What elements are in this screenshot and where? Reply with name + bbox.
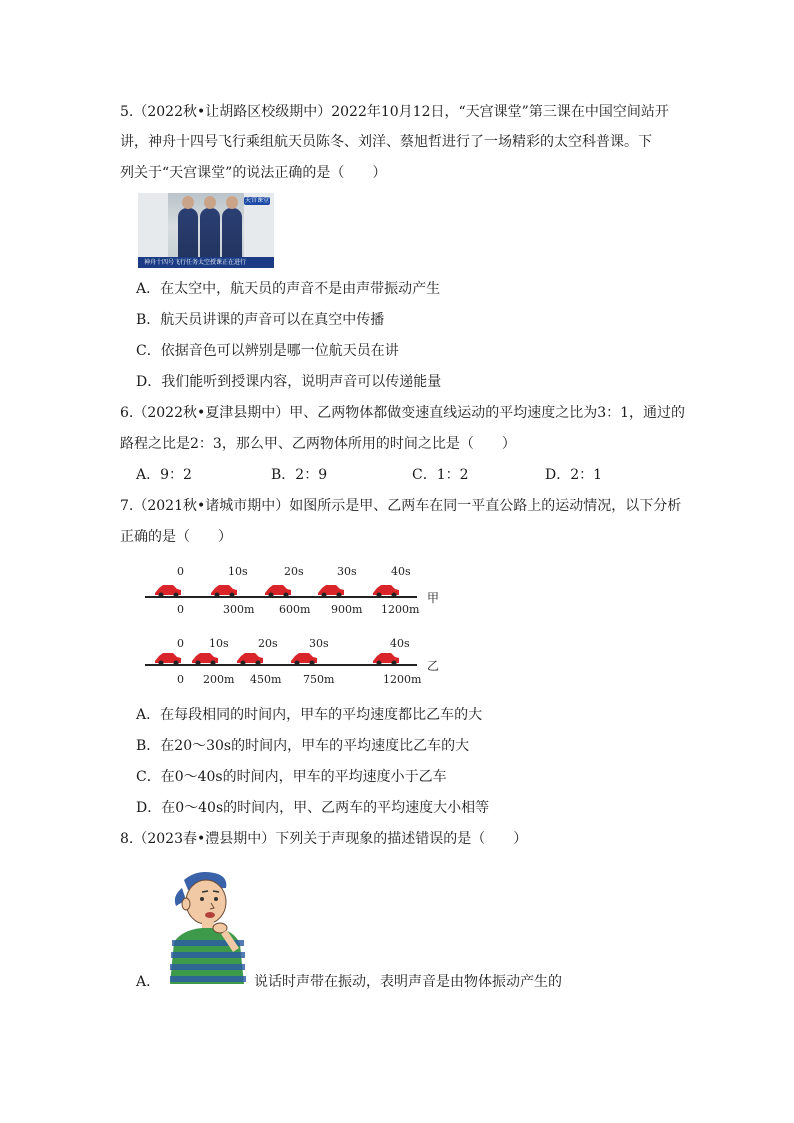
photo-caption: 神舟十四号飞行任务太空授课正在进行 (138, 257, 274, 268)
car-a-label: 甲 (427, 591, 440, 605)
car-a-0 (155, 585, 181, 598)
distance-label-a-2: 600m (279, 603, 311, 616)
distance-label-a-4: 1200m (381, 603, 420, 616)
q8-text-line1: 8.（2023春•澧县期中）下列关于声现象的描述错误的是（ ） (120, 831, 528, 847)
car-b-3 (291, 653, 317, 666)
distance-label-a-1: 300m (223, 603, 255, 616)
row-a-cars (155, 585, 399, 598)
q8-option-a-text: 说话时声带在振动，表明声音是由物体振动产生的 (254, 974, 562, 990)
q6-option-b: B．2：9 (271, 467, 328, 483)
car-a-2 (265, 585, 291, 598)
time-label-b-4: 40s (390, 637, 410, 650)
time-label-a-0: 0 (177, 565, 184, 578)
q6-text-line1: 6.（2022秋•夏津县期中）甲、乙两物体都做变速直线运动的平均速度之比为3：1，通过的 (120, 405, 686, 421)
car-a-1 (211, 585, 237, 598)
q6-option-d: D．2：1 (545, 467, 603, 483)
q7-text-line1: 7.（2021秋•诸城市期中）如图所示是甲、乙两车在同一平直公路上的运动情况，以下分析 (120, 498, 682, 514)
time-label-b-0: 0 (177, 637, 184, 650)
distance-label-b-0: 0 (177, 673, 184, 686)
q7-text-line2: 正确的是（ ） (120, 529, 232, 545)
astronaut-figure (222, 208, 242, 260)
time-label-b-3: 30s (309, 637, 329, 650)
car-b-4 (373, 653, 399, 666)
car-b-0 (155, 653, 181, 666)
car-a-4 (373, 585, 399, 598)
q8-option-a-letter: A． (136, 974, 161, 990)
car-b-1 (192, 653, 218, 666)
q7-option-c: C．在0～40s的时间内，甲车的平均速度小于乙车 (136, 769, 447, 785)
q5-text-line3: 列关于“天宫课堂”的说法正确的是（ ） (120, 165, 387, 181)
q5-option-d: D．我们能听到授课内容，说明声音可以传递能量 (136, 374, 442, 390)
speaking-boy-illustration (158, 866, 254, 986)
q7-option-b: B．在20～30s的时间内，甲车的平均速度比乙车的大 (136, 738, 470, 754)
q5-option-c: C．依据音色可以辨别是哪一位航天员在讲 (136, 343, 399, 359)
distance-label-b-1: 200m (203, 673, 235, 686)
q5-option-b: B．航天员讲课的声音可以在真空中传播 (136, 312, 385, 328)
car-motion-diagram (145, 561, 445, 691)
q7-option-d: D．在0～40s的时间内，甲、乙两车的平均速度大小相等 (136, 800, 490, 816)
time-label-a-2: 20s (284, 565, 304, 578)
car-b-2 (237, 653, 263, 666)
q5-option-a: A．在太空中，航天员的声音不是由声带振动产生 (136, 281, 441, 297)
time-label-b-1: 10s (209, 637, 229, 650)
q5-text-line2: 讲，神舟十四号飞行乘组航天员陈冬、刘洋、蔡旭哲进行了一场精彩的太空科普课。下 (120, 134, 652, 150)
photo-logo: 天宫课堂 (244, 197, 269, 204)
distance-label-b-2: 450m (250, 673, 282, 686)
car-b-label: 乙 (427, 659, 440, 673)
astronaut-figure (200, 208, 220, 260)
q7-option-a: A．在每段相同的时间内，甲车的平均速度都比乙车的大 (136, 707, 483, 723)
distance-label-a-0: 0 (177, 603, 184, 616)
astronaut-figure (178, 208, 198, 260)
distance-label-b-3: 750m (303, 673, 335, 686)
q6-option-c: C．1：2 (412, 467, 469, 483)
q6-text-line2: 路程之比是2：3，那么甲、乙两物体所用的时间之比是（ ） (120, 436, 516, 452)
row-b-cars (155, 653, 399, 666)
q6-option-a: A．9：2 (136, 467, 192, 483)
car-a-3 (318, 585, 344, 598)
q5-text-line1: 5.（2022秋•让胡路区校级期中）2022年10月12日，“天宫课堂”第三课在中国空间站开 (120, 104, 669, 120)
time-label-a-3: 30s (337, 565, 357, 578)
tiangong-classroom-photo (138, 193, 274, 268)
time-label-a-1: 10s (228, 565, 248, 578)
distance-label-a-3: 900m (331, 603, 363, 616)
time-label-a-4: 40s (391, 565, 411, 578)
time-label-b-2: 20s (258, 637, 278, 650)
distance-label-b-4: 1200m (383, 673, 422, 686)
